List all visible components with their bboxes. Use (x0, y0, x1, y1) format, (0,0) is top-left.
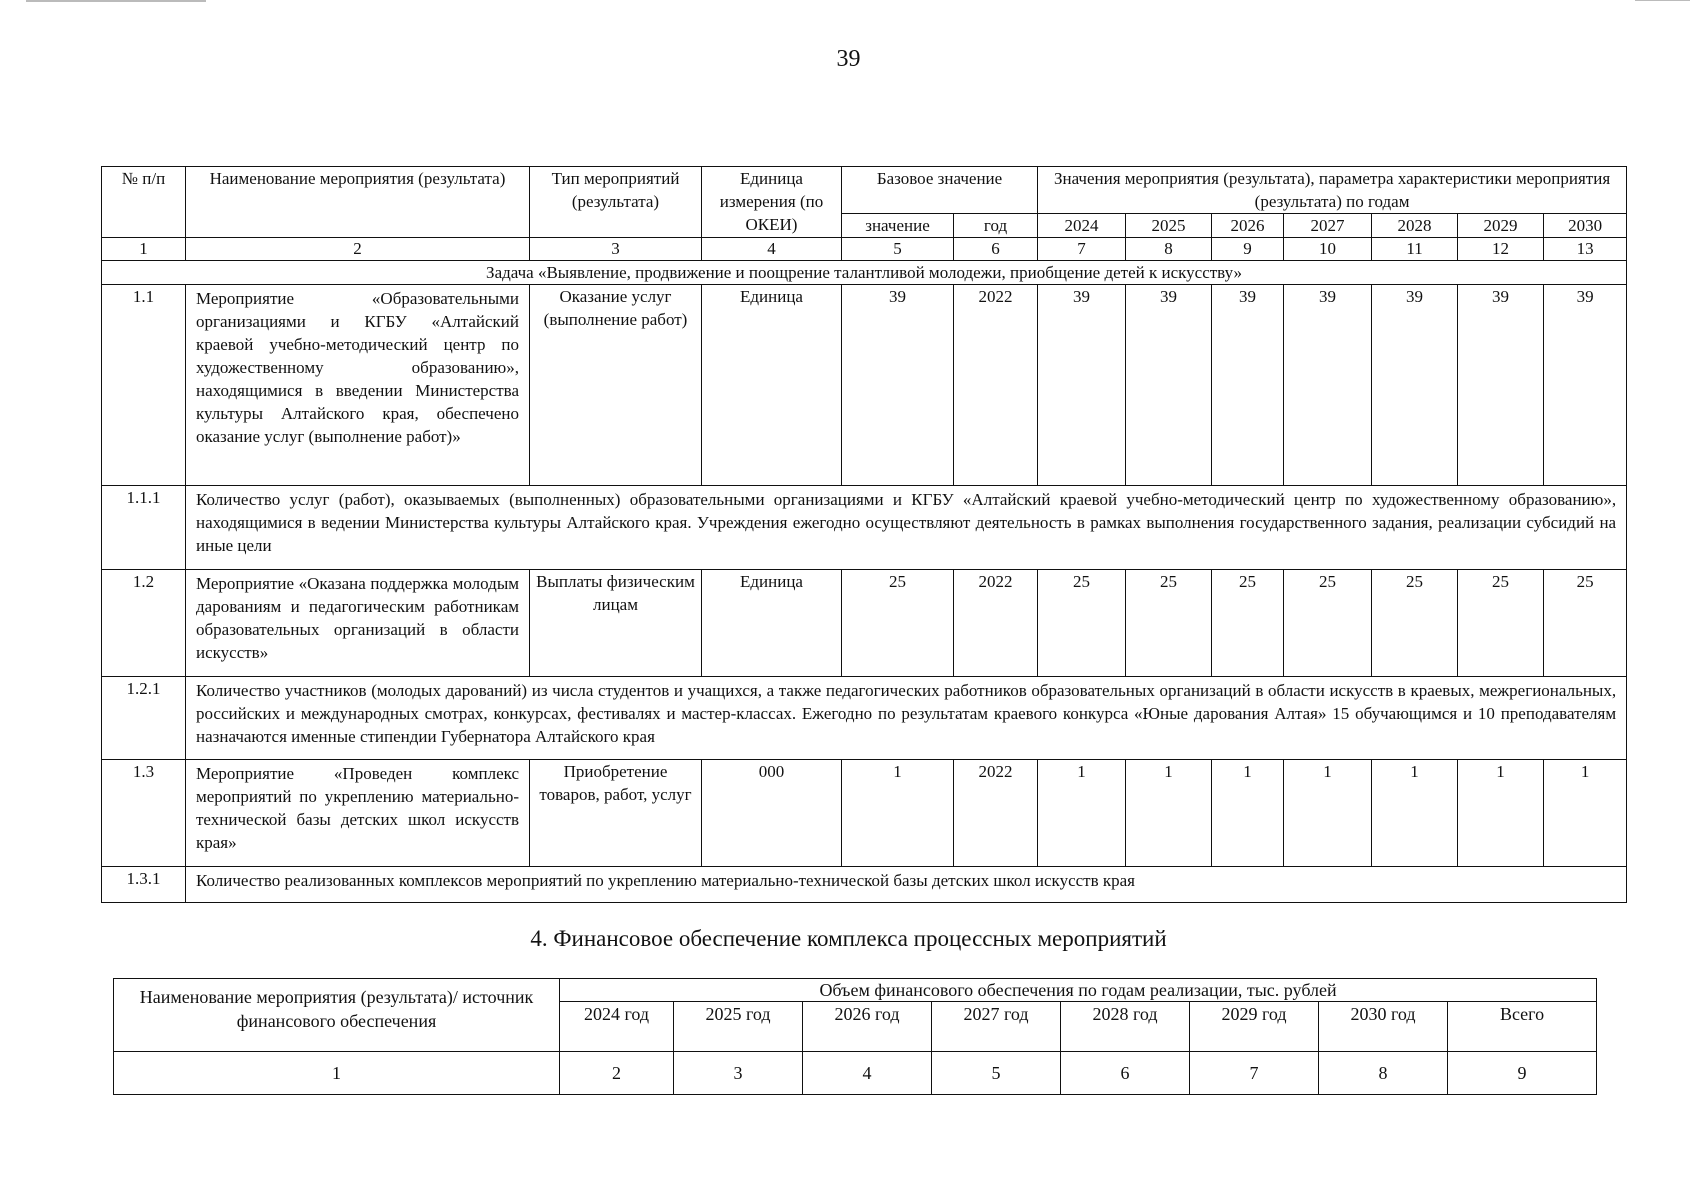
row-value: 39 (1458, 285, 1544, 486)
column-index: 6 (1061, 1052, 1190, 1095)
task-row (102, 261, 1627, 285)
column-index-row (102, 238, 1627, 261)
task-title: Задача «Выявление, продвижение и поощрение талантливой молодежи, приобщение детей к искусству» (102, 261, 1627, 285)
header-year: 2028 (1372, 214, 1458, 238)
table-row (102, 285, 1627, 486)
indicator-num: 1.1.1 (102, 486, 186, 570)
header-year: 2025 (1126, 214, 1212, 238)
header-num: № п/п (102, 167, 186, 238)
row-value: 1 (1544, 760, 1627, 867)
column-index: 4 (803, 1052, 932, 1095)
header-row (114, 979, 1597, 1002)
row-value: 25 (1372, 570, 1458, 677)
row-unit: Единица (702, 570, 842, 677)
row-value: 25 (1212, 570, 1284, 677)
header-base-value: значение (842, 214, 954, 238)
header-unit: Единица измерения (по ОКЕИ) (702, 167, 842, 238)
column-index: 13 (1544, 238, 1627, 261)
header-row (102, 167, 1627, 214)
column-index: 8 (1319, 1052, 1448, 1095)
row-value: 39 (1372, 285, 1458, 486)
column-index: 7 (1190, 1052, 1319, 1095)
column-index: 2 (560, 1052, 674, 1095)
header-name: Наименование мероприятия (результата) (186, 167, 530, 238)
row-value: 39 (1212, 285, 1284, 486)
column-index: 5 (932, 1052, 1061, 1095)
row-value: 1 (1458, 760, 1544, 867)
row-value: 25 (1126, 570, 1212, 677)
header-year: 2027 (1284, 214, 1372, 238)
indicator-row (102, 867, 1627, 903)
header-year: 2024 (1038, 214, 1126, 238)
row-unit: Единица (702, 285, 842, 486)
measures-table (101, 166, 1627, 903)
header-year: 2029 (1458, 214, 1544, 238)
column-index: 3 (530, 238, 702, 261)
section-title: 4. Финансовое обеспечение комплекса процессных мероприятий (530, 926, 1167, 951)
indicator-text: Количество реализованных комплексов мероприятий по укреплению материально-технической базы детских школ искусств края (186, 867, 1627, 903)
header-year: 2026 (1212, 214, 1284, 238)
row-base-value: 25 (842, 570, 954, 677)
indicator-text: Количество участников (молодых дарований) из числа студентов и учащихся, а также педагогических работников образовательных организаций в области искусств в краевых, межрегиональных, российских и международных смотрах, конкурсах, фестивалях и мастер-классах. Ежегодно по результатам краевого конкурса «Юные дарования Алтая» 15 обучающимся и 10 преподавателям назначаются именные стипендии Губернатора Алтайского края (186, 677, 1627, 760)
header-base-year: год (954, 214, 1038, 238)
table-row (102, 570, 1627, 677)
row-value: 25 (1284, 570, 1372, 677)
header-year: 2027 год (932, 1002, 1061, 1052)
column-index: 11 (1372, 238, 1458, 261)
row-base-year: 2022 (954, 570, 1038, 677)
row-value: 1 (1372, 760, 1458, 867)
row-value: 39 (1126, 285, 1212, 486)
column-index: 5 (842, 238, 954, 261)
row-num: 1.2 (102, 570, 186, 677)
row-num: 1.3 (102, 760, 186, 867)
row-value: 39 (1544, 285, 1627, 486)
header-year: 2029 год (1190, 1002, 1319, 1052)
row-value: 25 (1038, 570, 1126, 677)
column-index: 3 (674, 1052, 803, 1095)
financing-table (113, 978, 1597, 1095)
column-index: 2 (186, 238, 530, 261)
row-num: 1.1 (102, 285, 186, 486)
indicator-row (102, 677, 1627, 760)
header-year: 2028 год (1061, 1002, 1190, 1052)
column-index: 6 (954, 238, 1038, 261)
row-type: Оказание услуг (выполнение работ) (530, 285, 702, 486)
column-index: 12 (1458, 238, 1544, 261)
indicator-num: 1.2.1 (102, 677, 186, 760)
header-year: 2030 (1544, 214, 1627, 238)
page-number: 39 (836, 46, 861, 72)
row-name: Мероприятие «Образовательными организациями и КГБУ «Алтайский краевой учебно-методический центр по художественному образованию», находящимися в введении Министерства культуры Алтайского края, обеспечено оказание услуг (выполнение работ)» (186, 285, 530, 486)
column-index: 9 (1212, 238, 1284, 261)
header-year: 2025 год (674, 1002, 803, 1052)
scan-edge-line (1635, 0, 1690, 1)
column-index: 9 (1448, 1052, 1597, 1095)
row-value: 39 (1038, 285, 1126, 486)
row-value: 1 (1038, 760, 1126, 867)
header-year: 2024 год (560, 1002, 674, 1052)
row-base-value: 39 (842, 285, 954, 486)
row-value: 25 (1544, 570, 1627, 677)
row-base-year: 2022 (954, 285, 1038, 486)
column-index: 1 (114, 1052, 560, 1095)
header-volume: Объем финансового обеспечения по годам реализации, тыс. рублей (560, 979, 1597, 1002)
row-value: 39 (1284, 285, 1372, 486)
row-value: 1 (1284, 760, 1372, 867)
row-type: Приобретение товаров, работ, услуг (530, 760, 702, 867)
indicator-num: 1.3.1 (102, 867, 186, 903)
indicator-text: Количество услуг (работ), оказываемых (выполненных) образовательными организациями и КГБУ «Алтайский краевой учебно-методический центр по художественному образованию», находящимися в ведении Министерства культуры Алтайского края. Учреждения ежегодно осуществляют деятельность в рамках выполнения государственного задания, реализации субсидий на иные цели (186, 486, 1627, 570)
column-index: 7 (1038, 238, 1126, 261)
column-index: 8 (1126, 238, 1212, 261)
row-name: Мероприятие «Оказана поддержка молодым дарованиям и педагогическим работникам образовательных организаций в области искусств» (186, 570, 530, 677)
row-base-year: 2022 (954, 760, 1038, 867)
header-base: Базовое значение (842, 167, 1038, 214)
row-value: 1 (1126, 760, 1212, 867)
header-values: Значения мероприятия (результата), параметра характеристики мероприятия (результата) по годам (1038, 167, 1627, 214)
column-index-row (114, 1052, 1597, 1095)
header-year: 2026 год (803, 1002, 932, 1052)
table-row (102, 760, 1627, 867)
row-type: Выплаты физическим лицам (530, 570, 702, 677)
column-index: 4 (702, 238, 842, 261)
row-value: 1 (1212, 760, 1284, 867)
header-year: 2030 год (1319, 1002, 1448, 1052)
indicator-row (102, 486, 1627, 570)
column-index: 1 (102, 238, 186, 261)
scan-edge-line (26, 0, 206, 2)
header-total: Всего (1448, 1002, 1597, 1052)
header-type: Тип мероприятий (результата) (530, 167, 702, 238)
column-index: 10 (1284, 238, 1372, 261)
header-name: Наименование мероприятия (результата)/ источник финансового обеспечения (114, 979, 560, 1052)
row-unit: 000 (702, 760, 842, 867)
row-value: 25 (1458, 570, 1544, 677)
row-base-value: 1 (842, 760, 954, 867)
row-name: Мероприятие «Проведен комплекс мероприятий по укреплению материально-технической базы детских школ искусств края» (186, 760, 530, 867)
